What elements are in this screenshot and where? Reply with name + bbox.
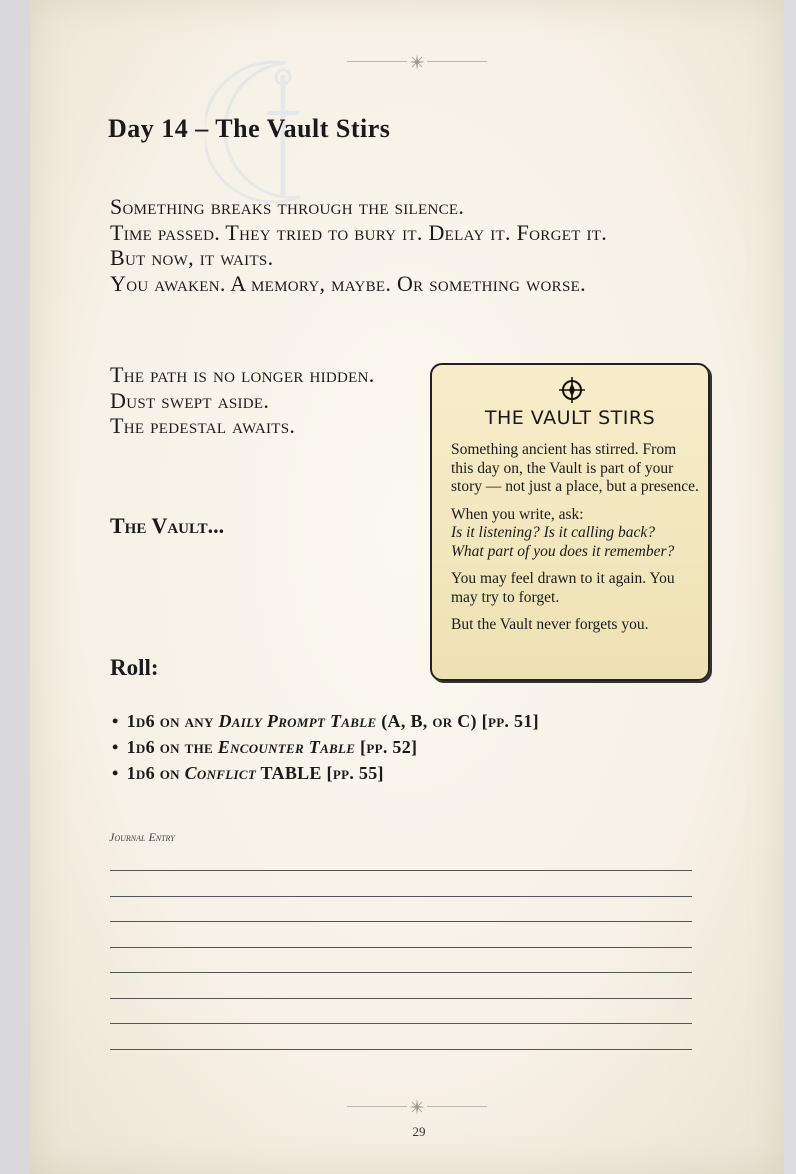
callout-paragraph: Something ancient has stirred. From this day on, the Vault is part of your story — not just a place, but a presence. bbox=[451, 441, 699, 495]
bottom-ornament bbox=[347, 1099, 487, 1115]
callout-title: THE VAULT STIRS bbox=[484, 407, 656, 429]
callout-paragraph bbox=[451, 506, 701, 562]
journal-line[interactable] bbox=[110, 1049, 692, 1050]
callout-question: What part of you does it remember? bbox=[451, 542, 675, 560]
intro-line: Time passed. They tried to bury it. Delay it. Forget it. bbox=[110, 219, 608, 245]
vault-prompt-label: The Vault... bbox=[110, 513, 225, 538]
vault-stirs-callout-box bbox=[430, 363, 710, 681]
journal-line[interactable] bbox=[110, 998, 692, 999]
path-line: The pedestal awaits. bbox=[110, 413, 296, 438]
page-title: Day 14 – The Vault Stirs bbox=[108, 114, 391, 143]
roll-list-item: • 1d6 on Conflict TABLE [pp. 55] bbox=[112, 760, 539, 786]
intro-line: But now, it waits. bbox=[110, 245, 274, 270]
journal-entry-label: Journal Entry bbox=[109, 830, 175, 844]
callout-paragraph: You may feel drawn to it again. You may try to forget. bbox=[451, 570, 675, 606]
journal-line[interactable] bbox=[110, 972, 692, 973]
callout-paragraph: But the Vault never forgets you. bbox=[451, 616, 649, 633]
callout-ask-lead: When you write, ask: bbox=[451, 505, 584, 523]
journal-line[interactable] bbox=[110, 947, 692, 948]
star-ornament-icon bbox=[409, 1099, 425, 1115]
star-ornament-icon bbox=[409, 54, 425, 70]
callout-question: Is it listening? Is it calling back? bbox=[451, 524, 656, 541]
compass-crosshair-icon bbox=[559, 377, 585, 403]
roll-list-item: • 1d6 on any Daily Prompt Table (A, B, or C) [pp. 51] bbox=[112, 708, 539, 734]
path-line: Dust swept aside. bbox=[110, 387, 270, 413]
page-number: 29 bbox=[412, 1124, 426, 1139]
intro-text bbox=[110, 194, 710, 296]
roll-heading: Roll: bbox=[110, 655, 159, 680]
roll-list-item: • 1d6 on the Encounter Table [pp. 52] bbox=[112, 734, 539, 760]
roll-list bbox=[112, 708, 539, 786]
path-line: The path is no longer hidden. bbox=[110, 362, 375, 387]
journal-line[interactable] bbox=[110, 921, 692, 922]
callout-body bbox=[451, 441, 701, 644]
page-edge bbox=[784, 0, 796, 1174]
intro-line: You awaken. A memory, maybe. Or something worse. bbox=[110, 270, 586, 296]
path-text bbox=[110, 362, 380, 439]
journal-line[interactable] bbox=[110, 1023, 692, 1024]
journal-line[interactable] bbox=[110, 896, 692, 897]
journal-line[interactable] bbox=[110, 870, 692, 871]
top-ornament bbox=[347, 54, 487, 70]
intro-line: Something breaks through the silence. bbox=[110, 194, 465, 219]
journal-lines[interactable] bbox=[110, 870, 692, 1074]
